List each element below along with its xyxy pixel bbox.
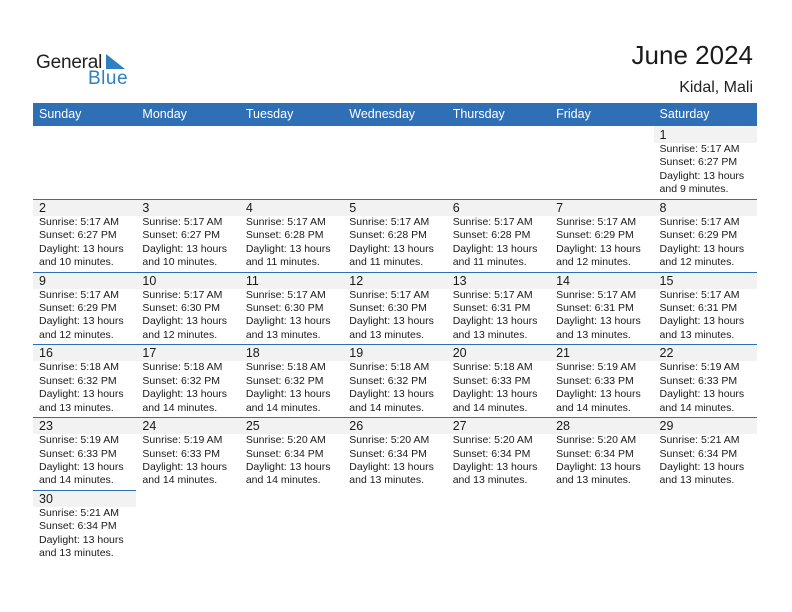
empty-day-cell bbox=[550, 490, 653, 563]
daylight-minutes-text: and 13 minutes. bbox=[659, 328, 735, 341]
day-number: 4 bbox=[245, 200, 253, 215]
daylight-hours-text: Daylight: 13 hours bbox=[39, 242, 124, 255]
daylight-hours-text: Daylight: 13 hours bbox=[452, 315, 538, 328]
day-number: 21 bbox=[556, 346, 571, 361]
sunset-text: Sunset: 6:32 PM bbox=[349, 374, 427, 387]
day-number: 12 bbox=[349, 273, 364, 288]
daylight-hours-text: Daylight: 13 hours bbox=[556, 461, 641, 473]
daylight-minutes-text: and 14 minutes. bbox=[39, 474, 114, 487]
daylight-hours-text: Daylight: 13 hours bbox=[556, 315, 641, 328]
daylight-minutes-text: and 13 minutes. bbox=[39, 401, 114, 414]
sunrise-text: Sunrise: 5:17 AM bbox=[349, 215, 430, 228]
daylight-minutes-text: and 13 minutes. bbox=[452, 328, 528, 341]
week-row bbox=[33, 417, 757, 490]
daylight-minutes-text: and 14 minutes. bbox=[452, 401, 528, 414]
sunset-text: Sunset: 6:28 PM bbox=[452, 229, 531, 242]
empty-day-cell bbox=[447, 126, 550, 199]
daylight-hours-text: Daylight: 13 hours bbox=[556, 388, 641, 401]
weekday-monday: Monday bbox=[142, 107, 187, 121]
sunrise-text: Sunrise: 5:20 AM bbox=[349, 434, 430, 447]
sunrise-text: Sunrise: 5:18 AM bbox=[452, 361, 533, 374]
daylight-minutes-text: and 14 minutes. bbox=[556, 401, 631, 414]
sunrise-text: Sunrise: 5:17 AM bbox=[39, 215, 119, 228]
day-cell bbox=[447, 344, 550, 417]
day-number: 26 bbox=[349, 419, 364, 434]
day-cell bbox=[447, 417, 550, 490]
sunrise-text: Sunrise: 5:20 AM bbox=[245, 434, 326, 447]
day-number: 20 bbox=[452, 346, 467, 361]
day-cell bbox=[136, 417, 239, 490]
daylight-minutes-text: and 14 minutes. bbox=[245, 474, 321, 487]
sunrise-text: Sunrise: 5:17 AM bbox=[245, 288, 326, 301]
daylight-hours-text: Daylight: 13 hours bbox=[142, 388, 228, 401]
daylight-minutes-text: and 13 minutes. bbox=[39, 547, 114, 560]
daylight-hours-text: Daylight: 13 hours bbox=[452, 461, 538, 473]
day-number: 18 bbox=[245, 346, 260, 361]
daylight-minutes-text: and 13 minutes. bbox=[349, 328, 424, 341]
weekday-header bbox=[33, 103, 757, 126]
day-cell bbox=[240, 417, 343, 490]
sunset-text: Sunset: 6:30 PM bbox=[349, 302, 427, 314]
weekday-tuesday: Tuesday bbox=[245, 107, 294, 121]
daylight-hours-text: Daylight: 13 hours bbox=[556, 242, 641, 255]
day-cell bbox=[136, 199, 239, 272]
daylight-minutes-text: and 13 minutes. bbox=[245, 328, 321, 341]
day-cell bbox=[447, 199, 550, 272]
day-cell bbox=[33, 199, 136, 272]
day-cell bbox=[654, 417, 757, 490]
day-number: 7 bbox=[556, 200, 564, 215]
day-number: 3 bbox=[142, 200, 150, 215]
sunrise-text: Sunrise: 5:17 AM bbox=[142, 288, 223, 301]
day-number: 15 bbox=[659, 273, 674, 288]
sunrise-text: Sunrise: 5:20 AM bbox=[556, 434, 637, 447]
day-cell bbox=[343, 199, 446, 272]
day-cell bbox=[33, 272, 136, 345]
daylight-minutes-text: and 13 minutes. bbox=[659, 474, 735, 487]
sunset-text: Sunset: 6:29 PM bbox=[556, 229, 634, 242]
empty-day-cell bbox=[136, 126, 239, 199]
day-number: 17 bbox=[142, 346, 157, 361]
daylight-minutes-text: and 14 minutes. bbox=[659, 401, 735, 414]
sunset-text: Sunset: 6:34 PM bbox=[556, 447, 634, 460]
daylight-minutes-text: and 14 minutes. bbox=[142, 474, 218, 487]
sunset-text: Sunset: 6:28 PM bbox=[349, 229, 427, 242]
sunset-text: Sunset: 6:34 PM bbox=[452, 447, 531, 460]
empty-day-cell bbox=[343, 126, 446, 199]
daylight-hours-text: Daylight: 13 hours bbox=[245, 315, 331, 328]
logo-word-general: General bbox=[36, 52, 103, 73]
day-cell bbox=[654, 272, 757, 345]
sunrise-text: Sunrise: 5:18 AM bbox=[142, 361, 223, 374]
day-number: 10 bbox=[142, 273, 157, 288]
daylight-hours-text: Daylight: 13 hours bbox=[659, 388, 745, 401]
day-cell bbox=[550, 199, 653, 272]
daylight-minutes-text: and 11 minutes. bbox=[349, 256, 424, 269]
sunset-text: Sunset: 6:33 PM bbox=[142, 447, 221, 460]
sunset-text: Sunset: 6:34 PM bbox=[349, 447, 427, 460]
daylight-hours-text: Daylight: 13 hours bbox=[349, 461, 434, 473]
daylight-minutes-text: and 13 minutes. bbox=[349, 474, 424, 487]
sunrise-text: Sunrise: 5:17 AM bbox=[659, 143, 740, 155]
day-number: 8 bbox=[659, 200, 667, 215]
daylight-hours-text: Daylight: 13 hours bbox=[245, 242, 331, 255]
empty-day-cell bbox=[654, 490, 757, 563]
daylight-hours-text: Daylight: 13 hours bbox=[142, 461, 228, 473]
day-cell bbox=[343, 344, 446, 417]
day-number: 28 bbox=[556, 419, 571, 434]
sunset-text: Sunset: 6:32 PM bbox=[39, 374, 117, 387]
sunset-text: Sunset: 6:29 PM bbox=[39, 302, 117, 314]
daylight-minutes-text: and 12 minutes. bbox=[659, 256, 735, 269]
daylight-minutes-text: and 13 minutes. bbox=[452, 474, 528, 487]
day-number: 29 bbox=[659, 419, 674, 434]
sunrise-text: Sunrise: 5:21 AM bbox=[39, 507, 119, 519]
sunrise-text: Sunrise: 5:17 AM bbox=[659, 288, 740, 301]
empty-day-cell bbox=[550, 126, 653, 199]
empty-day-cell bbox=[447, 490, 550, 563]
sunrise-text: Sunrise: 5:17 AM bbox=[452, 215, 533, 228]
day-number: 30 bbox=[39, 492, 53, 506]
week-row bbox=[33, 199, 757, 272]
daylight-minutes-text: and 14 minutes. bbox=[142, 401, 218, 414]
sunrise-text: Sunrise: 5:18 AM bbox=[245, 361, 326, 374]
daylight-hours-text: Daylight: 13 hours bbox=[659, 242, 745, 255]
daylight-minutes-text: and 10 minutes. bbox=[142, 256, 218, 269]
empty-day-cell bbox=[343, 490, 446, 563]
daylight-minutes-text: and 12 minutes. bbox=[556, 256, 631, 269]
day-number: 11 bbox=[245, 273, 259, 288]
weekday-thursday: Thursday bbox=[452, 107, 505, 121]
daylight-hours-text: Daylight: 13 hours bbox=[39, 388, 124, 401]
day-number: 22 bbox=[659, 346, 674, 361]
day-cell bbox=[240, 199, 343, 272]
week-row bbox=[33, 272, 757, 345]
day-number: 27 bbox=[452, 419, 467, 434]
day-cell bbox=[136, 272, 239, 345]
daylight-minutes-text: and 11 minutes. bbox=[245, 256, 320, 269]
sunset-text: Sunset: 6:33 PM bbox=[556, 374, 634, 387]
day-number: 2 bbox=[39, 200, 46, 215]
day-cell bbox=[654, 344, 757, 417]
sunset-text: Sunset: 6:33 PM bbox=[659, 374, 738, 387]
sunrise-text: Sunrise: 5:18 AM bbox=[39, 361, 119, 374]
week-row bbox=[33, 490, 757, 563]
sunset-text: Sunset: 6:33 PM bbox=[39, 447, 117, 460]
daylight-minutes-text: and 13 minutes. bbox=[556, 474, 631, 487]
day-cell bbox=[33, 344, 136, 417]
daylight-hours-text: Daylight: 13 hours bbox=[142, 242, 228, 255]
sunset-text: Sunset: 6:27 PM bbox=[39, 229, 117, 242]
daylight-minutes-text: and 14 minutes. bbox=[245, 401, 321, 414]
day-cell bbox=[343, 272, 446, 345]
day-cell bbox=[343, 417, 446, 490]
daylight-hours-text: Daylight: 13 hours bbox=[659, 169, 745, 182]
week-row bbox=[33, 344, 757, 417]
day-cell bbox=[240, 344, 343, 417]
sunrise-text: Sunrise: 5:17 AM bbox=[452, 288, 533, 301]
day-number: 16 bbox=[39, 346, 53, 361]
sunset-text: Sunset: 6:29 PM bbox=[659, 229, 738, 242]
daylight-hours-text: Daylight: 13 hours bbox=[39, 533, 124, 546]
sunrise-text: Sunrise: 5:19 AM bbox=[142, 434, 223, 447]
empty-day-cell bbox=[240, 490, 343, 563]
logo-word-blue: Blue bbox=[88, 68, 129, 89]
daylight-hours-text: Daylight: 13 hours bbox=[245, 388, 331, 401]
daylight-hours-text: Daylight: 13 hours bbox=[349, 315, 434, 328]
daylight-hours-text: Daylight: 13 hours bbox=[349, 242, 434, 255]
sunset-text: Sunset: 6:27 PM bbox=[659, 156, 738, 169]
daylight-hours-text: Daylight: 13 hours bbox=[349, 388, 434, 401]
daylight-minutes-text: and 9 minutes. bbox=[659, 183, 729, 196]
sunrise-text: Sunrise: 5:17 AM bbox=[245, 215, 326, 228]
day-number: 19 bbox=[349, 346, 364, 361]
sunset-text: Sunset: 6:31 PM bbox=[556, 302, 634, 314]
weekday-friday: Friday bbox=[556, 107, 591, 121]
empty-day-cell bbox=[136, 490, 239, 563]
daylight-minutes-text: and 14 minutes. bbox=[349, 401, 424, 414]
daylight-minutes-text: and 13 minutes. bbox=[556, 328, 631, 341]
empty-day-cell bbox=[240, 126, 343, 199]
day-cell bbox=[447, 272, 550, 345]
sunset-text: Sunset: 6:34 PM bbox=[659, 447, 738, 460]
day-cell bbox=[550, 417, 653, 490]
sunrise-text: Sunrise: 5:17 AM bbox=[39, 288, 119, 301]
daylight-minutes-text: and 12 minutes. bbox=[142, 328, 218, 341]
sunset-text: Sunset: 6:34 PM bbox=[39, 520, 117, 533]
sunrise-text: Sunrise: 5:21 AM bbox=[659, 434, 740, 447]
day-number: 9 bbox=[39, 273, 46, 288]
sunrise-text: Sunrise: 5:17 AM bbox=[659, 215, 740, 228]
sunset-text: Sunset: 6:32 PM bbox=[245, 374, 324, 387]
sunset-text: Sunset: 6:30 PM bbox=[245, 302, 324, 314]
day-number: 13 bbox=[452, 273, 467, 288]
sunrise-text: Sunrise: 5:17 AM bbox=[349, 288, 430, 301]
day-cell bbox=[33, 490, 136, 563]
daylight-hours-text: Daylight: 13 hours bbox=[659, 315, 745, 328]
daylight-minutes-text: and 12 minutes. bbox=[39, 328, 114, 341]
daylight-hours-text: Daylight: 13 hours bbox=[39, 315, 124, 328]
day-number: 1 bbox=[659, 128, 667, 142]
day-cell bbox=[136, 344, 239, 417]
day-cell bbox=[240, 272, 343, 345]
sunset-text: Sunset: 6:28 PM bbox=[245, 229, 324, 242]
daylight-minutes-text: and 10 minutes. bbox=[39, 256, 114, 269]
sunrise-text: Sunrise: 5:20 AM bbox=[452, 434, 533, 447]
day-cell bbox=[33, 417, 136, 490]
empty-day-cell bbox=[33, 126, 136, 199]
day-number: 6 bbox=[452, 200, 460, 215]
sunset-text: Sunset: 6:30 PM bbox=[142, 302, 221, 314]
day-cell bbox=[654, 199, 757, 272]
sunrise-text: Sunrise: 5:19 AM bbox=[556, 361, 637, 374]
sunset-text: Sunset: 6:33 PM bbox=[452, 374, 531, 387]
daylight-hours-text: Daylight: 13 hours bbox=[452, 388, 538, 401]
sunrise-text: Sunrise: 5:19 AM bbox=[659, 361, 740, 374]
weekday-wednesday: Wednesday bbox=[349, 107, 416, 121]
day-number: 14 bbox=[556, 273, 571, 288]
sunset-text: Sunset: 6:31 PM bbox=[452, 302, 531, 314]
daylight-hours-text: Daylight: 13 hours bbox=[452, 242, 538, 255]
sunrise-text: Sunrise: 5:18 AM bbox=[349, 361, 430, 374]
sunrise-text: Sunrise: 5:17 AM bbox=[142, 215, 223, 228]
sunset-text: Sunset: 6:27 PM bbox=[142, 229, 221, 242]
day-number: 23 bbox=[39, 419, 53, 434]
day-cell bbox=[654, 126, 757, 199]
page-title: June 2024 bbox=[631, 40, 753, 70]
daylight-hours-text: Daylight: 13 hours bbox=[659, 461, 745, 473]
day-number: 24 bbox=[142, 419, 157, 434]
brand-logo bbox=[36, 50, 136, 90]
day-number: 5 bbox=[349, 200, 357, 215]
daylight-hours-text: Daylight: 13 hours bbox=[245, 461, 331, 473]
weekday-saturday: Saturday bbox=[659, 107, 710, 121]
day-cell bbox=[550, 344, 653, 417]
day-number: 25 bbox=[245, 419, 260, 434]
daylight-minutes-text: and 11 minutes. bbox=[452, 256, 527, 269]
sunrise-text: Sunrise: 5:17 AM bbox=[556, 288, 637, 301]
sunset-text: Sunset: 6:34 PM bbox=[245, 447, 324, 460]
weekday-sunday: Sunday bbox=[39, 107, 82, 121]
location-label: Kidal, Mali bbox=[679, 79, 753, 96]
sunrise-text: Sunrise: 5:19 AM bbox=[39, 434, 119, 447]
week-row bbox=[33, 126, 757, 199]
sunset-text: Sunset: 6:31 PM bbox=[659, 302, 738, 314]
daylight-hours-text: Daylight: 13 hours bbox=[142, 315, 228, 328]
sunset-text: Sunset: 6:32 PM bbox=[142, 374, 221, 387]
daylight-hours-text: Daylight: 13 hours bbox=[39, 461, 124, 473]
sunrise-text: Sunrise: 5:17 AM bbox=[556, 215, 637, 228]
day-cell bbox=[550, 272, 653, 345]
